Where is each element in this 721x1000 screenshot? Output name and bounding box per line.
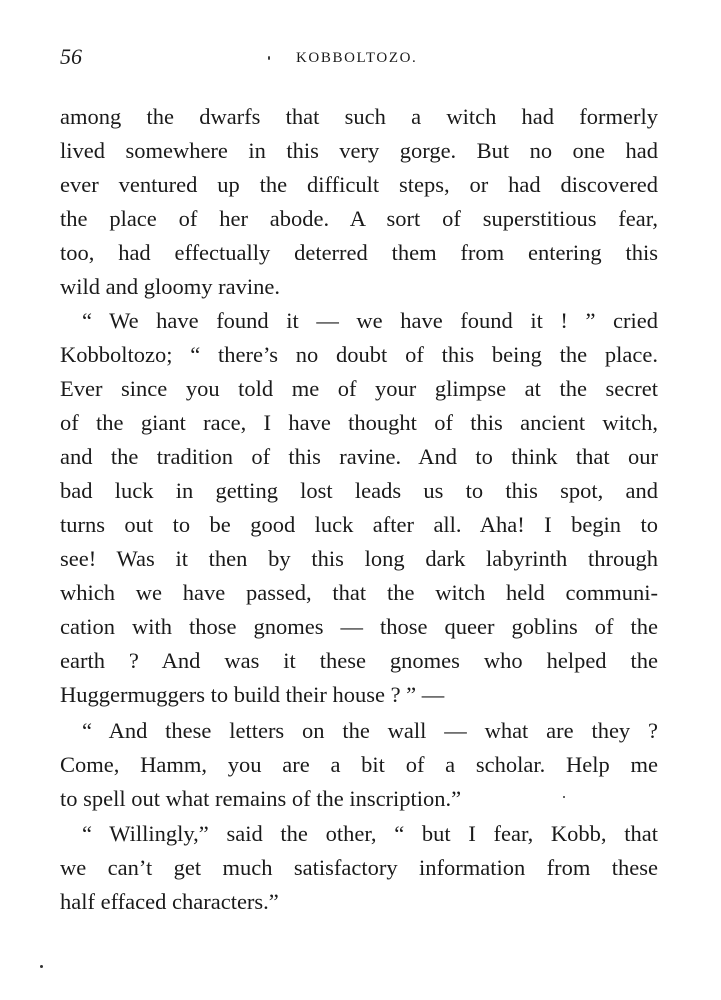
text-line: Come, Hamm, you are a bit of a scholar. Help me xyxy=(60,752,658,777)
text-line: earth ? And was it these gnomes who helped the xyxy=(60,648,658,673)
text-line: Ever since you told me of your glimpse at the secret xyxy=(60,376,658,401)
text-line: the place of her abode. A sort of superstitious fear, xyxy=(60,206,658,231)
text-line: half effaced characters.” xyxy=(60,889,279,914)
text-line: “ And these letters on the wall — what are they ? xyxy=(82,718,658,743)
text-line: to spell out what remains of the inscription.” xyxy=(60,786,462,811)
text-line: Kobboltozo; “ there’s no doubt of this being the place. xyxy=(60,342,658,367)
text-line: bad luck in getting lost leads us to this spot, and xyxy=(60,478,658,503)
text-line: lived somewhere in this very gorge. But no one had xyxy=(60,138,658,163)
print-speck xyxy=(268,56,270,60)
page-number: 56 xyxy=(60,44,82,69)
text-line: wild and gloomy ravine. xyxy=(60,274,280,299)
text-line: among the dwarfs that such a witch had formerly xyxy=(60,104,658,129)
text-line: of the giant race, I have thought of this ancient witch, xyxy=(60,410,658,435)
text-line: Huggermuggers to build their house ? ” — xyxy=(60,682,445,707)
text-line: we can’t get much satisfactory information from these xyxy=(60,855,658,880)
text-line: which we have passed, that the witch held communi- xyxy=(60,580,658,605)
text-line: cation with those gnomes — those queer goblins of the xyxy=(60,614,658,639)
print-speck xyxy=(563,796,565,798)
text-line: see! Was it then by this long dark labyrinth through xyxy=(60,546,658,571)
text-line: too, had effectually deterred them from entering this xyxy=(60,240,658,265)
text-line: “ Willingly,” said the other, “ but I fear, Kobb, that xyxy=(82,821,658,846)
text-line: “ We have found it — we have found it ! ” cried xyxy=(82,308,658,333)
text-line: turns out to be good luck after all. Aha! I begin to xyxy=(60,512,658,537)
print-speck xyxy=(40,965,43,968)
text-line: and the tradition of this ravine. And to think that our xyxy=(60,444,658,469)
text-line: ever ventured up the difficult steps, or had discovered xyxy=(60,172,658,197)
running-title: KOBBOLTOZO. xyxy=(296,50,418,66)
